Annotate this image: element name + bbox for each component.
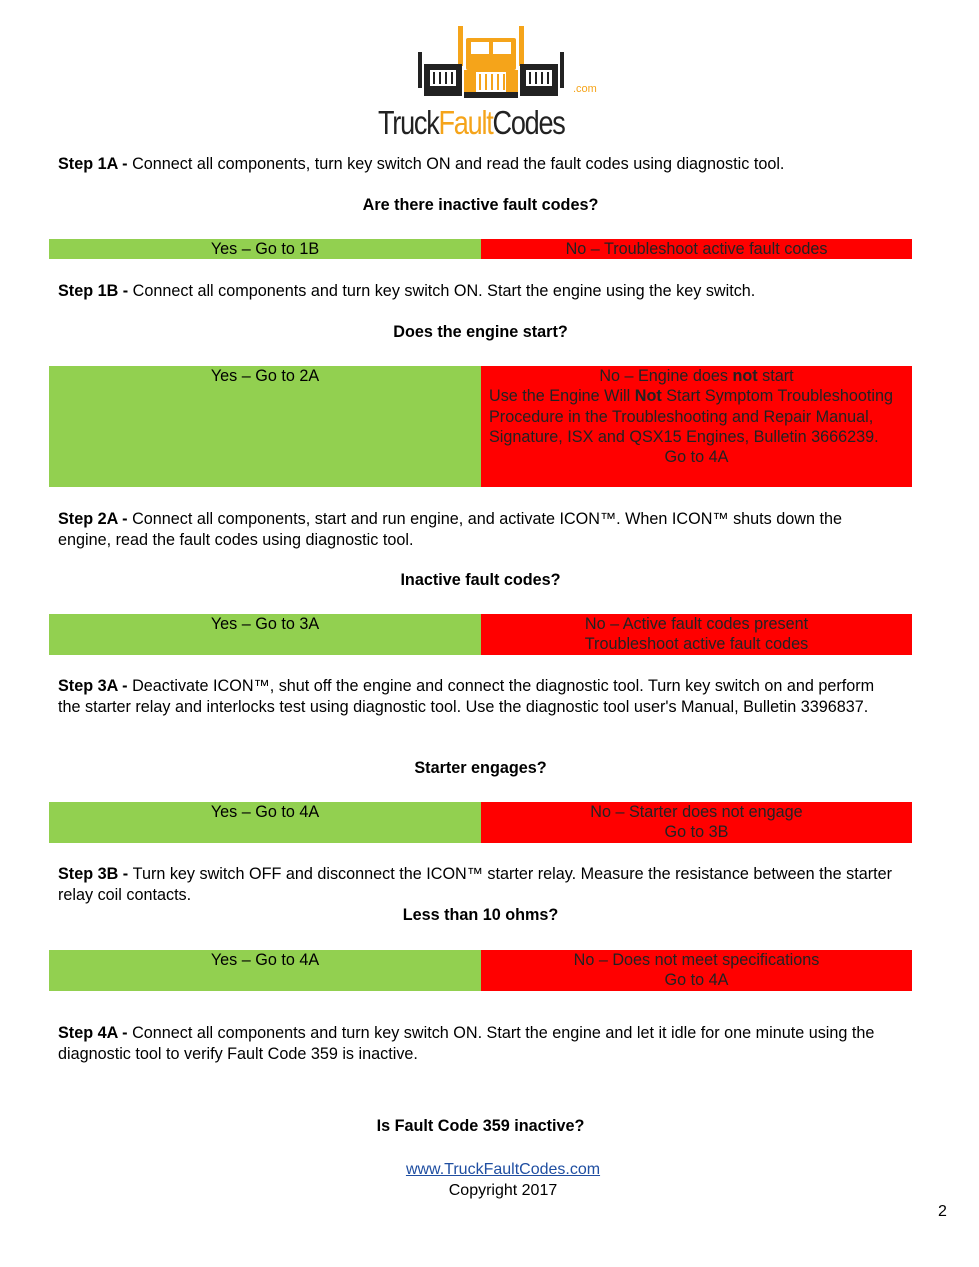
step-2a-question: Inactive fault codes? (400, 571, 561, 589)
step-3b-answer-row (49, 950, 912, 991)
step-3b-paragraph (58, 864, 898, 905)
page-number: 2 (938, 1203, 947, 1220)
no-cell (481, 950, 912, 991)
yes-cell: Yes – Go to 2A (49, 366, 481, 487)
step-2a-paragraph (58, 509, 898, 550)
no-heading-a: No – Engine does (599, 367, 733, 385)
no-body-emphasis: Not (634, 387, 662, 406)
no-body (481, 386, 912, 447)
logo-wordmark: TruckFaultCodes (378, 104, 565, 141)
step-3a-answer-row (49, 802, 912, 843)
no-heading (481, 366, 912, 386)
no-line-1: No – Does not meet specifications (573, 951, 820, 969)
copyright-text: Copyright 2017 (448, 1182, 558, 1199)
yes-cell: Yes – Go to 4A (49, 950, 481, 991)
step-label: Step 3B - (58, 865, 133, 883)
step-text: Deactivate ICON™, shut off the engine and connect the diagnostic tool. Turn key switch on and perform the starter relay and interlocks test using diagnostic tool. Use the diagnostic tool user's Manual, Bulletin 3396837. (58, 677, 875, 716)
step-label: Step 4A - (58, 1024, 133, 1042)
step-1b-question: Does the engine start? (393, 323, 568, 341)
step-label: Step 3A - (58, 677, 133, 695)
truck-icon (416, 22, 566, 104)
no-heading-c: start (757, 367, 794, 385)
no-goto: Go to 4A (664, 448, 729, 467)
no-body-c: Start Symptom Troubleshooting Procedure in the Troubleshooting and Repair Manual, Signature, ISX and QSX15 Engines, Bulletin 3666239. (489, 387, 893, 446)
step-1b-answer-row (49, 366, 912, 487)
no-heading-emphasis: not (732, 367, 758, 385)
step-1b-paragraph (58, 281, 898, 302)
no-line-1: No – Active fault codes present (584, 615, 809, 633)
step-4a-paragraph (58, 1023, 898, 1064)
no-line-2: Troubleshoot active fault codes (584, 635, 809, 654)
no-line-2: Go to 4A (664, 971, 729, 990)
step-4a-question: Is Fault Code 359 inactive? (376, 1117, 585, 1135)
no-cell (481, 614, 912, 655)
yes-cell: Yes – Go to 4A (49, 802, 481, 843)
step-text: Connect all components and turn key switch ON. Start the engine using the key switch. (132, 282, 756, 300)
step-3a-paragraph (58, 676, 898, 717)
no-cell (481, 366, 912, 487)
step-1a-question: Are there inactive fault codes? (362, 196, 599, 214)
step-text: Turn key switch OFF and disconnect the ICON™ starter relay. Measure the resistance between the starter relay coil contacts. (58, 865, 892, 904)
website-link[interactable]: www.TruckFaultCodes.com (405, 1161, 601, 1178)
no-line-1: No – Starter does not engage (590, 803, 803, 821)
yes-cell: Yes – Go to 3A (49, 614, 481, 655)
step-text: Connect all components, turn key switch ON and read the fault codes using diagnostic tool. (132, 155, 785, 173)
step-label: Step 1B - (58, 282, 133, 300)
step-2a-answer-row (49, 614, 912, 655)
step-3a-question: Starter engages? (414, 759, 547, 777)
yes-cell: Yes – Go to 1B (49, 239, 481, 259)
truckfaultcodes-logo (378, 20, 604, 141)
no-line-2: Go to 3B (664, 823, 729, 842)
step-1a-paragraph (58, 154, 898, 175)
step-text: Connect all components and turn key switch ON. Start the engine and let it idle for one minute using the diagnostic tool to verify Fault Code 359 is inactive. (58, 1024, 875, 1063)
step-1a-answer-row (49, 239, 912, 259)
no-text: No – Troubleshoot active fault codes (565, 240, 828, 258)
no-cell (481, 239, 912, 259)
logo-com-suffix: .com (573, 83, 597, 95)
step-label: Step 1A - (58, 155, 133, 173)
no-body-a: Use the Engine Will (489, 387, 635, 406)
step-label: Step 2A - (58, 510, 133, 528)
no-cell (481, 802, 912, 843)
step-3b-question: Less than 10 ohms? (402, 906, 559, 924)
step-text: Connect all components, start and run engine, and activate ICON™. When ICON™ shuts down the engine, read the fault codes using diagnostic tool. (58, 510, 842, 549)
